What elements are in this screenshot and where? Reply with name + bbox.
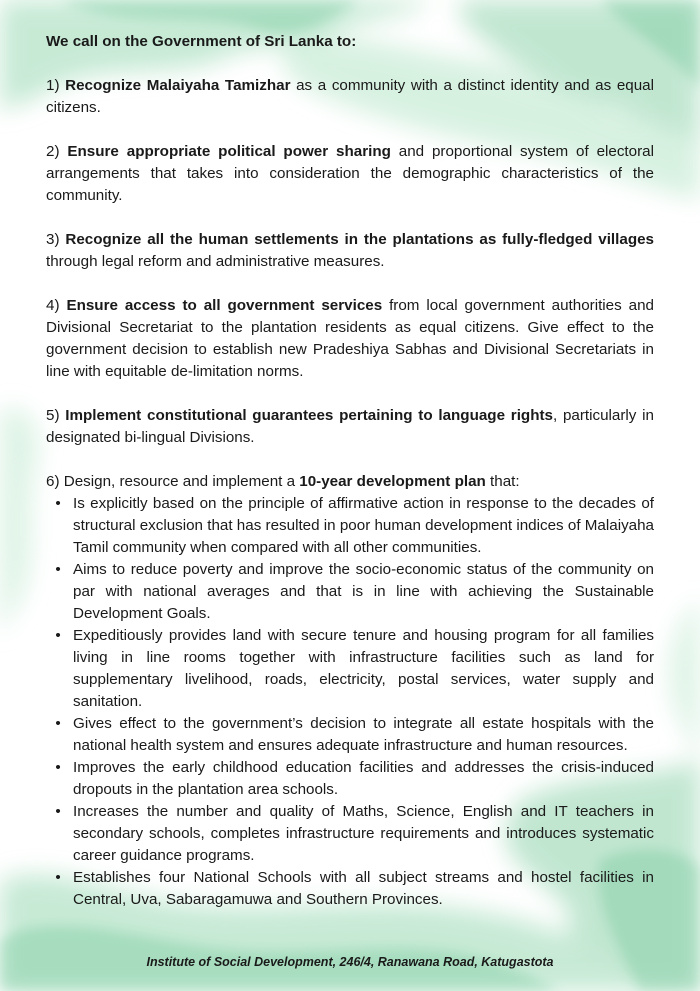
point-number: 2) xyxy=(46,143,60,160)
point-2 xyxy=(46,141,654,207)
bullet-icon: • xyxy=(55,759,61,776)
list-item-text: Expeditiously provides land with secure tenure and housing program for all families living in line rooms together with infrastructure facilities such as land for supplementary livelihood, roads, electricity, postal services, water supply and sanitation. xyxy=(73,627,654,710)
bullet-icon: • xyxy=(55,803,61,820)
list-item xyxy=(55,493,654,559)
list-item-text: Is explicitly based on the principle of affirmative action in response to the decades of structural exclusion that has resulted in poor human development indices of Malaiyaha Tamil community when compared with all other communities. xyxy=(73,495,654,556)
point-number: 1) xyxy=(46,77,60,94)
footer-address: Institute of Social Development, 246/4, Ranawana Road, Katugastota xyxy=(146,955,554,969)
point-bold-text: Ensure appropriate political power sharing xyxy=(67,143,391,160)
list-item-text: Improves the early childhood education facilities and addresses the crisis-induced dropouts in the plantation area schools. xyxy=(73,759,654,798)
point-5 xyxy=(46,405,654,449)
list-item xyxy=(55,713,654,757)
bullet-icon: • xyxy=(55,627,61,644)
point-bold-text: 10-year development plan xyxy=(299,473,486,490)
list-item-text: Increases the number and quality of Maths, Science, English and IT teachers in secondary schools, completes infrastructure requirements and introduces systematic career guidance programs. xyxy=(73,803,654,864)
point-6-intro xyxy=(46,471,654,493)
point-text: through legal reform and administrative measures. xyxy=(46,253,385,270)
point-6 xyxy=(46,471,654,911)
point-bold-text: Implement constitutional guarantees pertaining to language rights xyxy=(65,407,553,424)
point-4 xyxy=(46,295,654,383)
list-item-text: Establishes four National Schools with all subject streams and hostel facilities in Central, Uva, Sabaragamuwa and Southern Provinces. xyxy=(73,869,654,908)
point-number: 5) xyxy=(46,407,60,424)
point-text: and proportional system of electoral arrangements that takes into consideration the demographic characteristics of the community. xyxy=(46,143,654,204)
point-3 xyxy=(46,229,654,273)
point-text: as a community with a distinct identity and as equal citizens. xyxy=(46,77,654,116)
list-item-text: Aims to reduce poverty and improve the socio-economic status of the community on par with national averages and that is in line with achieving the Sustainable Development Goals. xyxy=(73,561,654,622)
point-number: 3) xyxy=(46,231,60,248)
list-item xyxy=(55,559,654,625)
list-item xyxy=(55,757,654,801)
point-bold-text: Recognize Malaiyaha Tamizhar xyxy=(65,77,291,94)
point-1 xyxy=(46,75,654,119)
document-heading: We call on the Government of Sri Lanka to: xyxy=(46,33,357,50)
point-text: from local government authorities and Divisional Secretariat to the plantation residents as equal citizens. Give effect to the government decision to establish new Pradeshiya Sabhas and Divisional Secretariats in line with equitable de-limitation norms. xyxy=(46,297,654,380)
point-bold-text: Ensure access to all government services xyxy=(66,297,383,314)
bullet-icon: • xyxy=(55,561,61,578)
point-bold-text: Recognize all the human settlements in the plantations as fully-fledged villages xyxy=(65,231,654,248)
list-item xyxy=(55,801,654,867)
document-body xyxy=(46,31,654,911)
point-text: , particularly in designated bi-lingual Divisions. xyxy=(46,407,654,446)
bullet-icon: • xyxy=(55,495,61,512)
list-item-text: Gives effect to the government’s decision to integrate all estate hospitals with the national health system and ensures adequate infrastructure and human resources. xyxy=(73,715,654,754)
bullet-icon: • xyxy=(55,869,61,886)
list-item xyxy=(55,625,654,713)
point-text: that: xyxy=(485,473,520,490)
bullet-icon: • xyxy=(55,715,61,732)
point-text: Design, resource and implement a xyxy=(59,473,300,490)
development-plan-list xyxy=(46,493,654,911)
list-item xyxy=(55,867,654,911)
point-number: 6) xyxy=(46,473,60,490)
point-number: 4) xyxy=(46,297,60,314)
